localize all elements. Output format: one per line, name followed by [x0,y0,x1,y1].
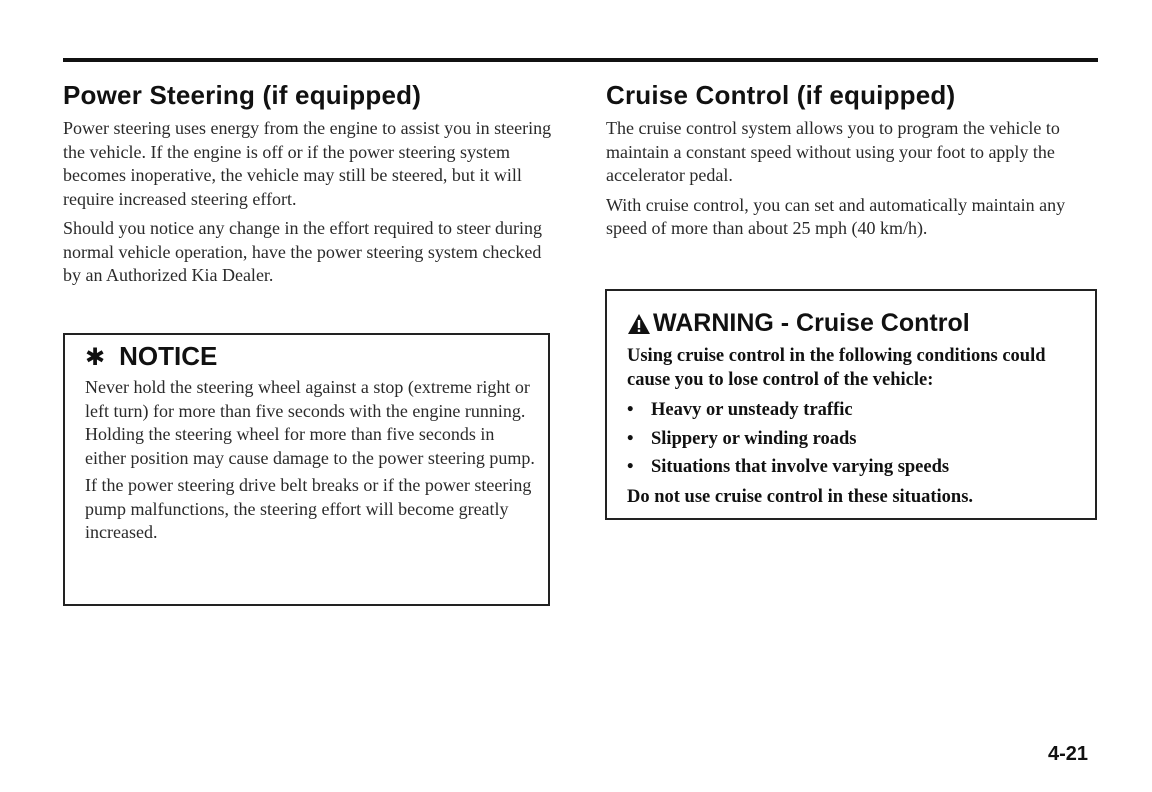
list-item: • Slippery or winding roads [627,428,857,449]
warning-intro: Using cruise control in the following conditions could cause you to lose control of the vehicle: [627,346,1046,390]
warning-box [605,289,1097,520]
cruise-control-paragraph-1: The cruise control system allows you to program the vehicle to maintain a constant speed without using your foot to apply the accelerator pedal. [606,118,1060,185]
cruise-control-paragraph-2: With cruise control, you can set and automatically maintain any speed of more than about 25 mph (40 km/h). [606,194,1066,238]
power-steering-section [63,80,553,294]
top-rule [63,58,1098,62]
list-item: • Situations that involve varying speeds [627,457,950,477]
notice-paragraph-1: Never hold the steering wheel against a stop (extreme right or left turn) for more than five seconds with the engine running. Holding the steering wheel for more than five seconds in either position may cause damage to the power steering pump. [85,377,535,468]
page-number: 4-21 [1048,743,1089,765]
notice-title: NOTICE [119,341,218,371]
warning-closing: Do not use cruise control in these situations. [627,486,974,507]
warning-triangle-icon [627,313,651,335]
power-steering-paragraph-1: Power steering uses energy from the engine to assist you in steering the vehicle. If the engine is off or if the power steering system becomes inoperative, the vehicle may still be steered, but it will require increased steering effort. [63,118,552,209]
cruise-control-heading: Cruise Control (if equipped) [606,80,956,110]
asterisk-icon: ✱ [85,342,106,371]
power-steering-heading: Power Steering (if equipped) [63,80,422,110]
cruise-control-section [606,80,1098,247]
notice-paragraph-2: If the power steering drive belt breaks or if the power steering pump malfunctions, the steering effort will become greatly increased. [85,475,532,542]
warning-title: WARNING - Cruise Control [653,309,970,337]
list-item: • Heavy or unsteady traffic [627,400,853,420]
warning-list [627,396,1083,482]
power-steering-paragraph-2: Should you notice any change in the effort required to steer during normal vehicle operation, have the power steering system checked by an Authorized Kia Dealer. [63,218,543,285]
notice-box [63,333,550,606]
